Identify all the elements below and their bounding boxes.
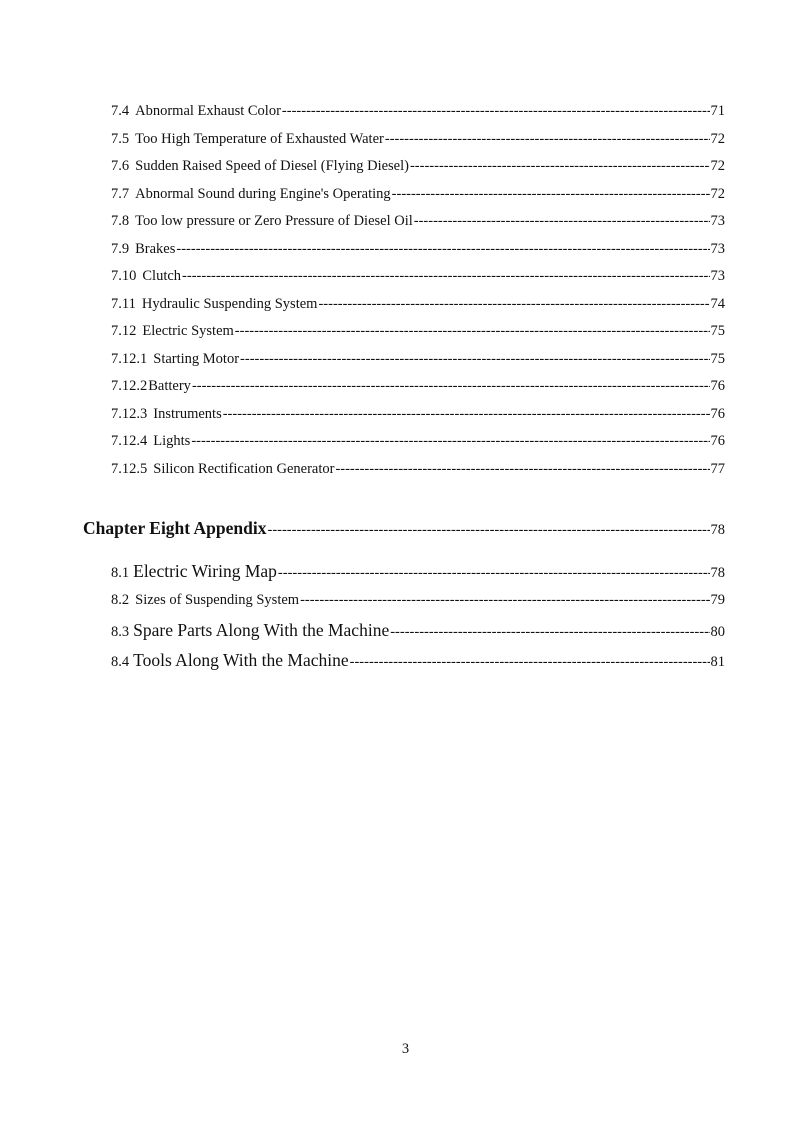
entry-number: 7.7 xyxy=(111,186,130,202)
page-number: 3 xyxy=(401,1041,410,1057)
toc-entry xyxy=(111,378,725,395)
entry-page: 74 xyxy=(710,296,725,312)
toc-entry xyxy=(111,186,725,203)
dot-leader xyxy=(385,131,710,148)
dot-leader xyxy=(240,351,709,368)
entry-title: Sudden Raised Speed of Diesel (Flying Diesel) xyxy=(135,158,409,174)
dot-leader xyxy=(192,378,710,395)
entry-page: 71 xyxy=(710,103,725,119)
entry-number: 7.8 xyxy=(111,213,130,229)
entry-page: 73 xyxy=(710,241,725,257)
chapter-title: Chapter Eight Appendix xyxy=(83,518,267,538)
entry-page: 78 xyxy=(710,565,725,581)
toc-entry xyxy=(111,158,725,175)
entry-page: 72 xyxy=(710,186,725,202)
toc-entry xyxy=(111,561,725,582)
toc-entry xyxy=(111,103,725,120)
dot-leader xyxy=(235,323,710,340)
dot-leader xyxy=(350,654,710,671)
entry-page: 72 xyxy=(710,158,725,174)
entry-title: Spare Parts Along With the Machine xyxy=(133,620,390,640)
toc-entry xyxy=(111,131,725,148)
entry-number: 8.2 xyxy=(111,592,130,608)
entry-number: 7.12.1 xyxy=(111,351,148,367)
dot-leader xyxy=(335,461,709,478)
dot-leader xyxy=(267,522,709,539)
entry-number: 7.12.5 xyxy=(111,461,148,477)
toc-entry xyxy=(111,213,725,230)
entry-number: 7.6 xyxy=(111,158,130,174)
entry-title: Abnormal Sound during Engine's Operating xyxy=(135,186,391,202)
dot-leader xyxy=(300,592,709,609)
dot-leader xyxy=(278,565,710,582)
entry-number: 7.4 xyxy=(111,103,130,119)
dot-leader xyxy=(390,624,709,641)
entry-number: 7.10 xyxy=(111,268,137,284)
toc-entry xyxy=(111,592,725,609)
chapter-heading xyxy=(83,518,725,539)
entry-page: 76 xyxy=(710,406,725,422)
entry-title: Too low pressure or Zero Pressure of Diesel Oil xyxy=(135,213,413,229)
dot-leader xyxy=(223,406,710,423)
entry-page: 75 xyxy=(710,323,725,339)
entry-page: 76 xyxy=(710,433,725,449)
entry-title: Electric Wiring Map xyxy=(133,561,277,581)
chapter-page: 78 xyxy=(710,522,725,538)
entry-number: 7.12.3 xyxy=(111,406,148,422)
entry-title: Instruments xyxy=(153,406,222,422)
entry-title: Electric System xyxy=(142,323,234,339)
entry-title: Tools Along With the Machine xyxy=(133,650,349,670)
toc-entry xyxy=(111,241,725,258)
entry-number: 8.1 xyxy=(111,565,130,581)
entry-page: 81 xyxy=(710,654,725,670)
entry-number: 7.9 xyxy=(111,241,130,257)
entry-page: 80 xyxy=(710,624,725,640)
dot-leader xyxy=(392,186,710,203)
entry-title: Brakes xyxy=(135,241,176,257)
dot-leader xyxy=(318,296,709,313)
dot-leader xyxy=(182,268,709,285)
entry-page: 73 xyxy=(710,213,725,229)
entry-title: Starting Motor xyxy=(153,351,240,367)
dot-leader xyxy=(176,241,709,258)
dot-leader xyxy=(410,158,710,175)
toc-entry xyxy=(111,268,725,285)
entry-title: Hydraulic Suspending System xyxy=(141,296,318,312)
entry-number: 7.11 xyxy=(111,296,136,312)
toc-entry xyxy=(111,351,725,368)
toc-entry xyxy=(111,650,725,671)
entry-page: 79 xyxy=(710,592,725,608)
entry-page: 73 xyxy=(710,268,725,284)
entry-title: Too High Temperature of Exhausted Water xyxy=(135,131,384,147)
entry-number: 8.3 xyxy=(111,624,130,640)
entry-title: Clutch xyxy=(142,268,182,284)
entry-page: 76 xyxy=(710,378,725,394)
entry-number: 7.12.4 xyxy=(111,433,148,449)
entry-number: 7.12 xyxy=(111,323,137,339)
entry-title: Sizes of Suspending System xyxy=(135,592,300,608)
dot-leader xyxy=(191,433,709,450)
entry-title: Battery xyxy=(148,378,191,394)
entry-title: Lights xyxy=(153,433,191,449)
toc-entry xyxy=(111,433,725,450)
dot-leader xyxy=(282,103,710,120)
toc-entry xyxy=(111,461,725,478)
toc-entry xyxy=(111,323,725,340)
entry-title: Abnormal Exhaust Color xyxy=(135,103,281,119)
entry-number: 7.12.2 xyxy=(111,378,148,394)
entry-number: 7.5 xyxy=(111,131,130,147)
entry-title: Silicon Rectification Generator xyxy=(153,461,335,477)
entry-number: 8.4 xyxy=(111,654,130,670)
toc-entry xyxy=(111,296,725,313)
dot-leader xyxy=(414,213,710,230)
entry-page: 72 xyxy=(710,131,725,147)
toc-entry xyxy=(111,406,725,423)
entry-page: 75 xyxy=(710,351,725,367)
entry-page: 77 xyxy=(710,461,725,477)
toc-entry xyxy=(111,620,725,641)
